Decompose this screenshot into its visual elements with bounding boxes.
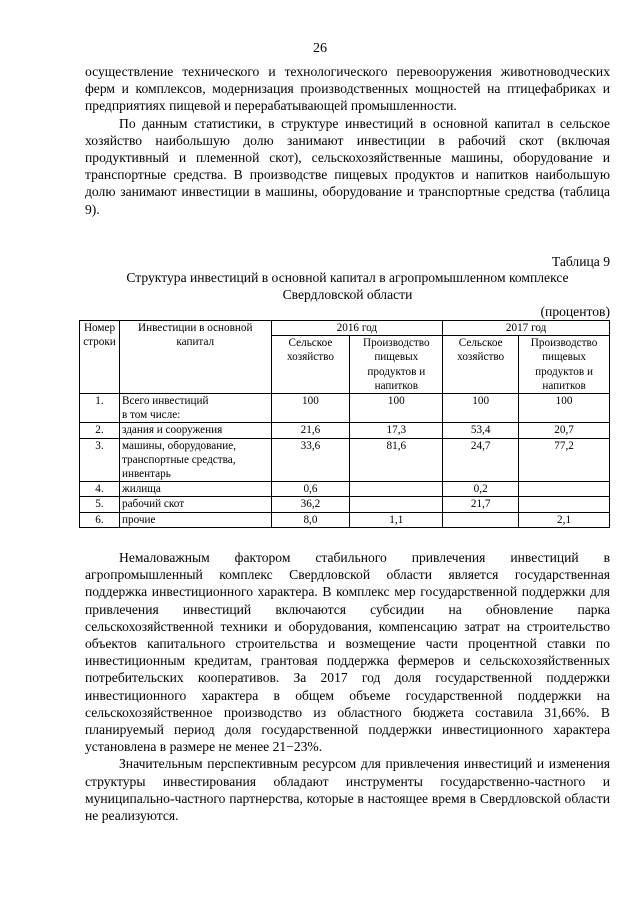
row-name: Всего инвестиций в том числе: [119, 394, 271, 423]
value-agriculture-2016: 0,6 [271, 482, 350, 497]
value-food-2016 [350, 497, 443, 512]
value-food-2016: 100 [350, 394, 443, 423]
value-food-2016: 1,1 [350, 512, 443, 527]
row-number: 2. [80, 423, 120, 438]
table-row [80, 497, 610, 512]
row-name: жилища [119, 482, 271, 497]
value-food-2017 [519, 497, 610, 512]
value-agriculture-2016: 36,2 [271, 497, 350, 512]
value-food-2017 [519, 482, 610, 497]
value-agriculture-2017: 100 [443, 394, 519, 423]
value-food-2016: 81,6 [350, 438, 443, 482]
header-food-2016: Производство пищевых продуктов и напитков [350, 336, 443, 394]
value-agriculture-2016: 33,6 [271, 438, 350, 482]
row-number: 4. [80, 482, 120, 497]
header-food-2017: Производство пищевых продуктов и напитков [519, 336, 610, 394]
value-agriculture-2017: 21,7 [443, 497, 519, 512]
row-name: прочие [119, 512, 271, 527]
value-food-2017: 100 [519, 394, 610, 423]
value-food-2016 [350, 482, 443, 497]
row-number: 3. [80, 438, 120, 482]
header-agriculture-2017: Сельское хозяйство [443, 336, 519, 394]
header-year-2017: 2017 год [443, 321, 610, 336]
row-number: 5. [80, 497, 120, 512]
value-food-2017: 2,1 [519, 512, 610, 527]
row-name: здания и сооружения [119, 423, 271, 438]
value-food-2016: 17,3 [350, 423, 443, 438]
table-title-line-2: Свердловской области [282, 286, 413, 302]
row-name: рабочий скот [119, 497, 271, 512]
table-row [80, 512, 610, 527]
table-units: (процентов) [540, 304, 610, 319]
row-number: 6. [80, 512, 120, 527]
body-text-bottom [85, 549, 610, 824]
paragraph-3: Немаловажным фактором стабильного привлечения инвестиций в агропромышленный комплекс Свердловской области является государственная поддержка инвестиционного характера. В комплекс мер государственной поддержки для привлечения инвестиций включаются субсидии на обновление парка сельскохозяйственной техники и оборудования, компенсацию затрат на строительство объектов капитального строительства и возмещение части процентной ставки по инвестиционным кредитам, грантовая поддержка фермеров и сельскохозяйственных потребительских кооперативов. За 2017 год доля государственной поддержки инвестиционного характера в общем объеме государственной поддержки на сельскохозяйственное производство из областного бюджета составила 31,66%. В планируемый период доля государственной поддержки инвестиционного характера установлена в размере не менее 21−23%. [85, 550, 610, 755]
paragraph-1: осуществление технического и технологического перевооружения животноводческих ферм и комплексов, модернизация производственных мощностей на птицефабриках и предприятиях пищевой и перерабатывающей промышленности. [85, 64, 610, 114]
investment-structure-table [79, 320, 610, 528]
value-agriculture-2017: 53,4 [443, 423, 519, 438]
paragraph-2: По данным статистики, в структуре инвестиций в основной капитал в сельское хозяйство наибольшую долю занимают инвестиции в рабочий скот (включая продуктивный и племенной скот), сельскохозяйственные машины, оборудование и транспортные средства. В производстве пищевых продуктов и напитков наибольшую долю занимают инвестиции в машины, оборудование и транспортные средства (таблица 9). [85, 115, 610, 217]
table-row [80, 423, 610, 438]
table-row [80, 438, 610, 482]
table-row [80, 482, 610, 497]
table-title-line-1: Структура инвестиций в основной капитал в агропромышленном комплексе [126, 270, 569, 285]
table-row [80, 394, 610, 423]
table-title [85, 270, 610, 303]
table-label: Таблица 9 [551, 254, 610, 269]
value-agriculture-2016: 8,0 [271, 512, 350, 527]
value-agriculture-2017: 0,2 [443, 482, 519, 497]
value-agriculture-2016: 100 [271, 394, 350, 423]
header-agriculture-2016: Сельское хозяйство [271, 336, 350, 394]
value-food-2017: 77,2 [519, 438, 610, 482]
row-number: 1. [80, 394, 120, 423]
value-food-2017: 20,7 [519, 423, 610, 438]
value-agriculture-2017: 24,7 [443, 438, 519, 482]
value-agriculture-2017 [443, 512, 519, 527]
body-text-top [85, 63, 610, 218]
paragraph-4: Значительным перспективным ресурсом для привлечения инвестиций и изменения структуры инвестирования обладают инструменты государственно-частного и муниципально-частного партнерства, которые в настоящее время в Свердловской области не реализуются. [85, 756, 610, 824]
row-name: машины, оборудование, транспортные средства, инвентарь [119, 438, 271, 482]
header-year-2016: 2016 год [271, 321, 443, 336]
header-investments: Инвестиции в основной капитал [119, 321, 271, 394]
page-number: 26 [313, 41, 327, 56]
header-row-number: Номер строки [80, 321, 120, 394]
value-agriculture-2016: 21,6 [271, 423, 350, 438]
